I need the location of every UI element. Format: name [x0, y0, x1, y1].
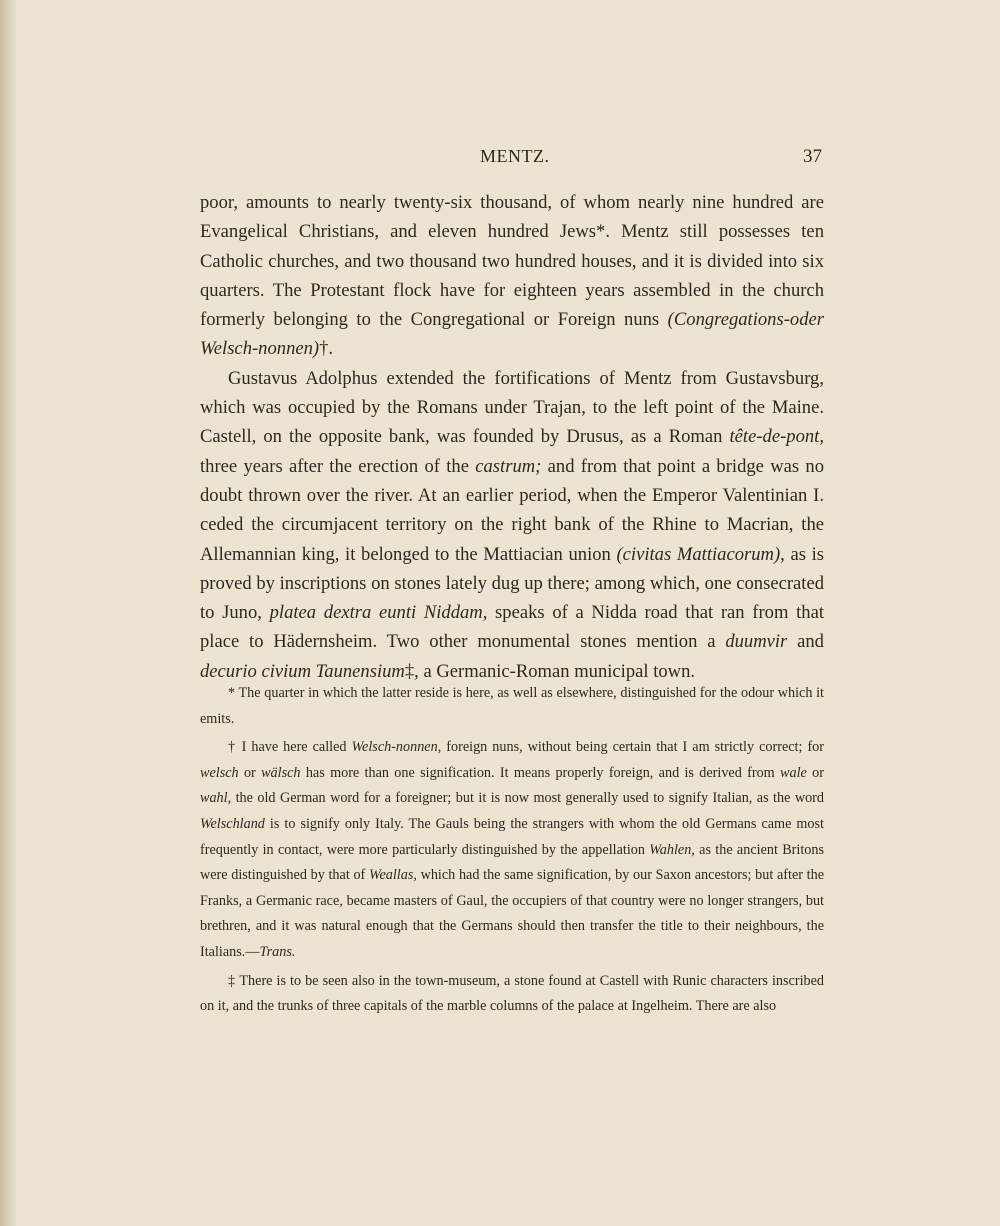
text-run: poor, amounts to nearly twenty-six thousand, of whom nearly nine hundred are Evangelical Christians, and eleven hundred Jews*. Mentz still possesses ten Catholic churches, and two thousand two hundred houses, and it is divided into six quarters. The Protestant flock have for eighteen years assembled in the church formerly belonging to the Congregational or Foreign nuns	[200, 192, 824, 331]
italic-run: Wahlen,	[649, 841, 695, 858]
text-run: foreign nuns, without being certain that I am strictly correct; for	[441, 739, 824, 756]
italic-run: Welschland	[200, 815, 265, 832]
italic-run: duumvir	[725, 631, 788, 653]
text-run: as the ancient Britons were distinguished by that of	[200, 841, 824, 884]
italic-run: wale	[780, 764, 807, 781]
text-run: is to signify only Italy. The Gauls being the strangers with whom the old Germans came most frequently in contact, were more particularly distinguished by the appellation	[200, 815, 824, 858]
text-run: or	[238, 764, 262, 781]
text-run: as is proved by inscriptions on stones lately dug up there; among which, one consecrated to Juno,	[200, 543, 824, 624]
text-run: * The quarter in which the latter reside is here, as well as elsewhere, distinguished for the odour which it emits.	[200, 685, 824, 727]
paragraph-population	[200, 188, 824, 364]
italic-run: wälsch	[261, 764, 301, 781]
text-run: and	[787, 631, 824, 653]
text-run: Gustavus Adolphus extended the fortifications of Mentz from Gustavsburg, which was occupied by the Romans under Trajan, to the left point of the Maine. Castell, on the opposite bank, was founded by Drusus, as a Roman	[200, 367, 824, 448]
text-run: the old German word for a foreigner; but it is now most generally used to signify Italian, as the word	[231, 790, 824, 807]
main-text	[200, 188, 824, 686]
italic-run: decurio civium Taunensium	[200, 660, 405, 682]
text-run: † I have here called	[228, 739, 352, 756]
page-gutter-shadow	[0, 0, 16, 1226]
italic-run: Welsch-nonnen,	[351, 739, 442, 756]
italic-run: tête-de-pont,	[729, 426, 824, 448]
text-run: and from that point a bridge was no doubt thrown over the river. At an earlier period, when the Emperor Valentinian I. ceded the circumjacent territory on the right bank of the Rhine to Macrian, the Allemannian king, it belonged to the Mattiacian union	[200, 455, 825, 565]
page-number: 37	[803, 146, 822, 167]
footnotes	[200, 681, 824, 1023]
text-run: has more than one signification. It means properly foreign, and is derived from	[300, 764, 781, 781]
text-run: speaks of a Nidda road that ran from that place to Hädernsheim. Two other monumental stones mention a	[200, 602, 824, 653]
text-run: †.	[319, 338, 334, 360]
italic-run: welsch	[200, 764, 239, 781]
text-run: ‡, a Germanic-Roman municipal town.	[404, 660, 696, 682]
footnote-star	[200, 681, 824, 732]
italic-run: (Congregations-oder Welsch-nonnen)	[200, 309, 824, 360]
page-header	[200, 146, 822, 174]
text-run: or	[806, 764, 824, 781]
paragraph-fortifications	[200, 364, 824, 686]
italic-run: wahl,	[200, 790, 232, 807]
text-run: which had the same signification, by our Saxon ancestors; but after the Franks, a Germanic race, became masters of Gaul, the occupiers of that country were no longer strangers, but brethren, and it was natural enough that the Germans should then transfer the title to their neighbours, the Italians.—	[200, 867, 825, 960]
italic-run: Weallas,	[368, 867, 417, 884]
footnote-dagger	[200, 735, 824, 965]
italic-run: castrum;	[475, 455, 542, 477]
italic-run: platea dextra eunti Niddam,	[269, 602, 488, 624]
running-head: MENTZ.	[480, 146, 550, 166]
italic-run: Trans.	[259, 943, 296, 960]
text-run: three years after the erection of the	[200, 455, 476, 477]
text-run: ‡ There is to be seen also in the town-museum, a stone found at Castell with Runic characters inscribed on it, and the trunks of three capitals of the marble columns of the palace at Ingelheim. There are also	[200, 972, 824, 1015]
footnote-double-dagger	[200, 969, 824, 1020]
italic-run: (civitas Mattiacorum),	[616, 543, 785, 565]
